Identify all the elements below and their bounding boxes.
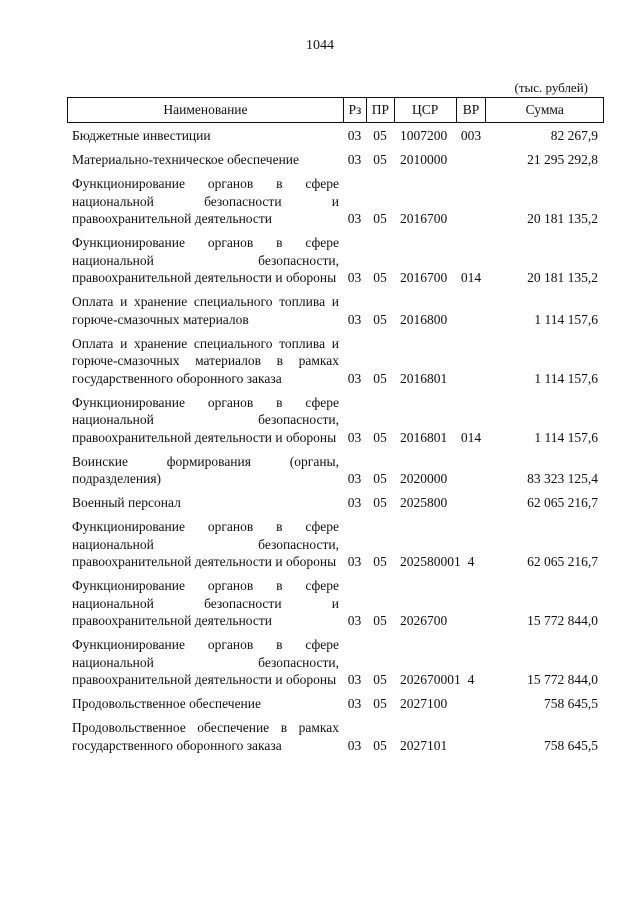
row-pr: 05 [373, 554, 387, 569]
row-pr: 05 [373, 211, 387, 226]
row-sum: 15 772 844,0 [527, 672, 598, 687]
table-row [67, 695, 604, 713]
header-rz: Рз [343, 98, 366, 122]
row-rz: 03 [347, 737, 362, 753]
row-pr: 05 [373, 370, 387, 386]
row-pr: 05 [373, 270, 387, 285]
row-name: Функционирование органов в сфере национальной безопасности, правоохранительной деятельности и обороны [72, 394, 339, 445]
row-vr: 4 [467, 672, 475, 687]
row-pr: 05 [373, 672, 387, 687]
header-vr: ВР [456, 98, 486, 122]
row-csr: 2027100 [400, 696, 448, 711]
row-name: Оплата и хранение специального топлива и горюче-смазочных материалов [72, 294, 339, 327]
row-name: Бюджетные инвестиции [72, 128, 211, 143]
row-csr: 1007200 [400, 128, 448, 143]
table-row [67, 577, 604, 630]
row-name: Воинские формирования (органы, подразделения) [72, 453, 339, 486]
table-row [67, 127, 604, 145]
table-row [67, 719, 604, 754]
table-row [67, 151, 604, 169]
row-rz: 03 [347, 429, 362, 445]
row-vr: 014 [460, 270, 482, 285]
table-header [67, 97, 604, 123]
row-csr: 2016700 [400, 211, 448, 226]
table-row [67, 636, 604, 689]
row-csr: 202670001 [400, 672, 461, 687]
row-pr: 05 [373, 311, 387, 327]
row-pr: 05 [373, 471, 387, 486]
row-csr: 2016801 [400, 370, 448, 386]
row-name: Функционирование органов в сфере национальной безопасности и правоохранительной деятельности [72, 578, 339, 628]
row-rz: 03 [347, 495, 362, 510]
row-sum: 758 645,5 [544, 737, 598, 753]
row-sum: 20 181 135,2 [527, 211, 598, 226]
table-row [67, 394, 604, 447]
row-rz: 03 [347, 613, 362, 628]
row-csr: 2020000 [400, 471, 448, 486]
row-sum: 62 065 216,7 [527, 495, 598, 510]
row-sum: 21 295 292,8 [527, 152, 598, 167]
header-name: Наименование [163, 102, 248, 117]
row-name: Функционирование органов в сфере национальной безопасности и правоохранительной деятельности [72, 176, 339, 226]
row-name: Функционирование органов в сфере национальной безопасности, правоохранительной деятельности и обороны [72, 235, 339, 285]
row-sum: 62 065 216,7 [527, 554, 598, 569]
row-sum: 83 323 125,4 [527, 471, 598, 486]
row-sum: 758 645,5 [544, 696, 598, 711]
row-sum: 1 114 157,6 [534, 370, 598, 386]
row-name: Военный персонал [72, 495, 181, 510]
row-sum: 82 267,9 [550, 128, 598, 143]
header-pr: ПР [366, 98, 394, 122]
row-rz: 03 [347, 311, 362, 327]
page-number: 1044 [306, 38, 334, 53]
row-csr: 2016700 [400, 270, 448, 285]
table-body [67, 127, 604, 754]
header-sum: Сумма [485, 98, 603, 122]
table-row [67, 494, 604, 512]
table-row [67, 293, 604, 328]
row-vr: 003 [460, 128, 482, 143]
row-pr: 05 [373, 613, 387, 628]
row-sum: 1 114 157,6 [534, 429, 598, 445]
row-vr: 4 [467, 554, 475, 569]
row-sum: 1 114 157,6 [534, 311, 598, 327]
row-rz: 03 [347, 152, 362, 167]
table-row [67, 453, 604, 488]
row-csr: 2016801 [400, 429, 448, 445]
row-name: Продовольственное обеспечение [72, 696, 261, 711]
row-rz: 03 [347, 128, 362, 143]
row-name: Функционирование органов в сфере национальной безопасности, правоохранительной деятельности и обороны [72, 519, 339, 569]
row-csr: 2026700 [400, 613, 448, 628]
row-pr: 05 [373, 429, 387, 445]
row-rz: 03 [347, 211, 362, 226]
row-pr: 05 [373, 152, 387, 167]
table-row [67, 234, 604, 287]
row-name: Функционирование органов в сфере национальной безопасности, правоохранительной деятельности и обороны [72, 637, 339, 687]
row-csr: 2016800 [400, 311, 448, 327]
table-row [67, 518, 604, 571]
row-name: Продовольственное обеспечение в рамках государственного оборонного заказа [72, 720, 339, 753]
row-name: Оплата и хранение специального топлива и горюче-смазочных материалов в рамках государственного оборонного заказа [72, 335, 339, 386]
row-sum: 15 772 844,0 [527, 613, 598, 628]
row-rz: 03 [347, 471, 362, 486]
row-name: Материально-техническое обеспечение [72, 152, 300, 167]
row-pr: 05 [373, 737, 387, 753]
row-pr: 05 [373, 495, 387, 510]
row-pr: 05 [373, 128, 387, 143]
row-vr: 014 [460, 429, 482, 445]
row-csr: 2025800 [400, 495, 448, 510]
row-csr: 202580001 [400, 554, 461, 569]
row-rz: 03 [347, 554, 362, 569]
row-rz: 03 [347, 270, 362, 285]
header-csr: ЦСР [394, 98, 456, 122]
row-rz: 03 [347, 672, 362, 687]
row-rz: 03 [347, 370, 362, 386]
row-csr: 2027101 [400, 737, 448, 753]
table-row [67, 175, 604, 228]
row-sum: 20 181 135,2 [527, 270, 598, 285]
units-label: (тыс. рублей) [514, 80, 588, 95]
row-pr: 05 [373, 696, 387, 711]
table-row [67, 335, 604, 388]
row-csr: 2010000 [400, 152, 448, 167]
row-rz: 03 [347, 696, 362, 711]
budget-table [67, 97, 604, 761]
